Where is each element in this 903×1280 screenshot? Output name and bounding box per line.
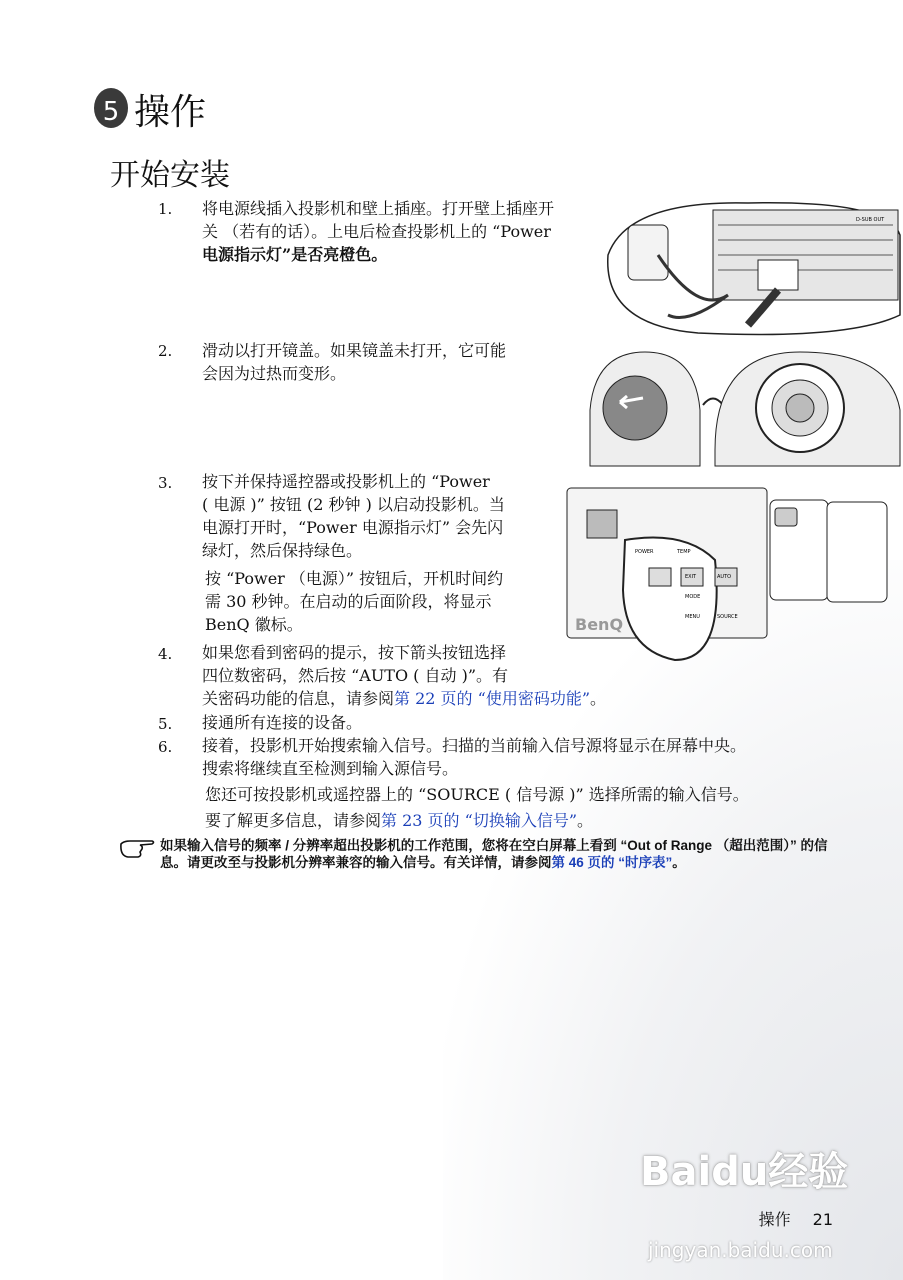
auto-label: AUTO	[717, 574, 732, 580]
step-number: 6.	[158, 738, 173, 756]
step-number: 2.	[158, 342, 173, 360]
step-number: 4.	[158, 645, 173, 663]
text: 关密码功能的信息，请参阅	[202, 689, 395, 708]
password-page-link[interactable]: 第 22 页的 “使用密码功能”	[394, 689, 590, 708]
text: 要了解更多信息，请参阅	[205, 811, 382, 830]
text: 如果输入信号的频率 / 分辨率超出投影机的工作范围，您将在空白屏幕上看到 “Out of Range （超出范围）” 的信息。请更改至与投影机分辨率兼容的输入信号。有关详情，请参阅	[160, 838, 828, 870]
step-3-text	[202, 470, 505, 562]
text-line: 关 （若有的话）。上电后检查投影机上的 “Power	[202, 222, 551, 241]
baidu-watermark-logo: Baidu经验	[640, 1149, 849, 1195]
text-line: 需 30 秒钟。在启动的后面阶段，将显示	[205, 592, 492, 611]
text-line: 电源指示灯”是否亮橙色。	[202, 245, 388, 264]
timing-table-link[interactable]: 第 46 页的 “时序表”	[551, 855, 673, 870]
text-line	[205, 808, 749, 834]
section-title: 开始安装	[110, 158, 230, 193]
baidu-watermark-url: jingyan.baidu.com	[648, 1238, 833, 1262]
lens-cover-illustration	[585, 350, 903, 468]
step-5-text: 接通所有连接的设备。	[202, 713, 363, 732]
mode-label: MODE	[685, 594, 701, 600]
page-footer	[759, 1210, 833, 1229]
step-2-text	[202, 339, 506, 385]
power-cord-illustration	[598, 195, 903, 340]
exit-label: EXIT	[685, 574, 697, 580]
menu-label: MENU	[685, 614, 700, 620]
text-line: 电源打开时，“Power 电源指示灯” 会先闪	[202, 518, 504, 537]
text-line: 您还可按投影机或遥控器上的 “SOURCE ( 信号源 )” 选择所需的输入信号。	[205, 785, 749, 804]
text: 。	[577, 811, 594, 830]
step-6-subtext	[205, 782, 749, 834]
text-line: 会因为过热而变形。	[202, 364, 347, 383]
step-number: 3.	[158, 474, 173, 492]
pointing-hand-icon	[118, 838, 156, 860]
text-line: 将电源线插入投影机和壁上插座。打开壁上插座开	[202, 199, 555, 218]
switch-input-page-link[interactable]: 第 23 页的 “切换输入信号”	[381, 811, 577, 830]
benq-logo: BenQ	[575, 615, 624, 634]
text-line: ( 电源 )” 按钮 (2 秒钟 ) 以启动投影机。当	[202, 495, 505, 514]
page-number: 21	[812, 1210, 833, 1229]
step-4-text	[202, 641, 606, 710]
step-6-text	[202, 734, 746, 780]
text-line: 按下并保持遥控器或投影机上的 “Power	[202, 472, 490, 491]
text: 。	[590, 689, 607, 708]
chapter-number-badge: 5	[94, 88, 128, 128]
step-3-subtext	[205, 567, 503, 636]
source-label: SOURCE	[717, 614, 738, 620]
dsub-out-label: D-SUB OUT	[856, 217, 885, 223]
temp-led-label: TEMP	[677, 549, 691, 555]
footer-section: 操作	[758, 1210, 791, 1229]
text-line: 滑动以打开镜盖。如果镜盖未打开，它可能	[202, 341, 507, 360]
step-number: 5.	[158, 715, 173, 733]
control-panel-illustration	[565, 480, 903, 665]
text-line: 搜索将继续直至检测到输入源信号。	[202, 759, 459, 778]
step-number: 1.	[158, 200, 173, 218]
text-line: 四位数密码，然后按 “AUTO ( 自动 )”。有	[202, 666, 509, 685]
note-text	[160, 837, 840, 871]
step-1-text	[202, 197, 554, 266]
power-led-label: POWER	[635, 549, 654, 555]
text-line: BenQ 徽标。	[205, 615, 303, 634]
text-line: 如果您看到密码的提示，按下箭头按钮选择	[202, 643, 507, 662]
text-line: 绿灯，然后保持绿色。	[202, 541, 363, 560]
chapter-title: 操作	[134, 92, 207, 133]
text-line	[202, 687, 606, 710]
text-line: 接着，投影机开始搜索输入信号。扫描的当前输入信号源将显示在屏幕中央。	[202, 736, 747, 755]
text: 。	[672, 855, 686, 870]
text-line: 按 “Power （电源）” 按钮后，开机时间约	[205, 569, 504, 588]
